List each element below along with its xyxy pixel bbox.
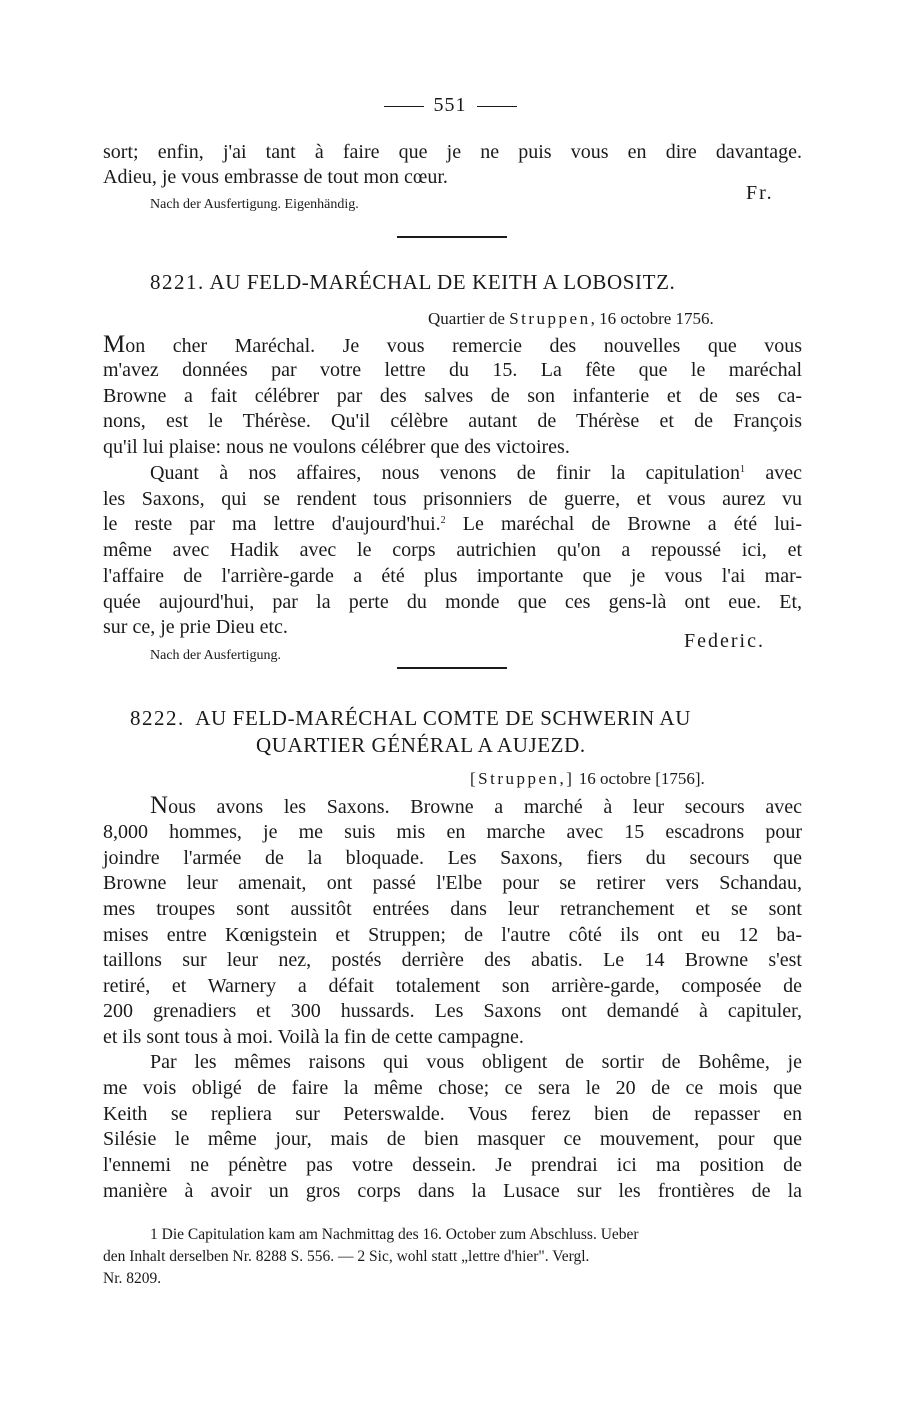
text-span: Le maréchal de Browne a été lui- (445, 513, 802, 535)
text-span: Quant à nos affaires, nous venons de finir la capitulation (150, 462, 740, 484)
initial-letter: N (150, 792, 169, 819)
carryover-note: Nach der Ausfertigung. Eigenhändig. (150, 197, 359, 212)
footnote-line-1: 1 Die Capitulation kam am Nachmittag des 16. October zum Abschluss. Ueber (150, 1226, 639, 1243)
letter-8221-dateline (428, 306, 714, 332)
letter-8222-line-4: Browne leur amenait, ont passé l'Elbe pour se retirer vers Schandau, (103, 872, 802, 894)
text-span: ous avons les Saxons. Browne a marché à leur secours avec (168, 796, 802, 818)
letter-8222-p2-line-6: manière à avoir un gros corps dans la Lusace sur les frontières de la (103, 1180, 802, 1202)
dateline-place: [Struppen,] (470, 769, 575, 788)
initial-letter: M (103, 331, 126, 358)
letter-8221-p2-line-5: l'affaire de l'arrière-garde a été plus importante que je vous l'ai mar- (103, 565, 802, 587)
letter-8221-p2-line-7: sur ce, je prie Dieu etc. (103, 616, 288, 638)
letter-8221-heading (150, 268, 675, 296)
letter-8221-p2-line-6: quée aujourd'hui, par la perte du monde que ces gens-là ont eue. Et, (103, 591, 802, 613)
dateline-prefix: Quartier de (428, 309, 510, 328)
dateline-date: , 16 octobre 1756. (590, 309, 714, 328)
letter-8222-dateline (470, 766, 705, 792)
letter-8222-p2-line-4: Silésie le même jour, mais de bien masquer ce mouvement, pour que (103, 1128, 802, 1150)
letter-title: AU FELD-MARÉCHAL DE KEITH A LOBOSITZ. (209, 270, 676, 294)
letter-8221-note: Nach der Ausfertigung. (150, 648, 282, 663)
letter-8221-p2-line-4: même avec Hadik avec le corps autrichien qu'on a repoussé ici, et (103, 539, 802, 561)
footnote-marker: 2 (440, 515, 446, 526)
letter-8221-p2-line-3 (103, 511, 802, 537)
text-span: le reste par ma lettre d'aujourd'hui. (103, 513, 441, 535)
text-span: avec (745, 462, 802, 484)
separator-rule-2 (397, 667, 507, 669)
letter-8222-line-2: 8,000 hommes, je me suis mis en marche avec 15 escadrons pour (103, 821, 802, 843)
letter-8222-line-5: mes troupes sont aussitôt entrées dans leur retranchement et se sont (103, 898, 802, 920)
letter-8221-line-5: qu'il lui plaise: nous ne voulons célébrer que des victoires. (103, 436, 570, 458)
letter-title-line-1: AU FELD-MARÉCHAL COMTE DE SCHWERIN AU (195, 706, 691, 730)
page-number: 551 (433, 94, 467, 116)
footnote-line-2: den Inhalt derselben Nr. 8288 S. 556. — 2 Sic, wohl statt „lettre d'hier". Vergl. (103, 1248, 590, 1265)
letter-8221-line-2: m'avez données par votre lettre du 15. La fête que le maréchal (103, 359, 802, 381)
letter-number: 8222. (130, 706, 185, 730)
right-dash (477, 106, 517, 107)
letter-8222-heading-line-2: QUARTIER GÉNÉRAL A AUJEZD. (256, 733, 586, 757)
letter-8222-line-7: taillons sur leur nez, postés derrière des abatis. Le 14 Browne s'est (103, 949, 802, 971)
page-number-header (0, 92, 900, 118)
letter-8221-signature: Federic. (684, 630, 765, 652)
letter-8221-line-4: nons, est le Thérèse. Qu'il célèbre autant de Thérèse et de François (103, 410, 802, 432)
letter-8222-p2-line-5: l'ennemi ne pénètre pas votre dessein. Je prendrai ici ma position de (103, 1154, 802, 1176)
letter-8222-line-9: 200 grenadiers et 300 hussards. Les Saxons ont demandé à capituler, (103, 1000, 802, 1022)
letter-8221-p2-line-2: les Saxons, qui se rendent tous prisonniers de guerre, et vous aurez vu (103, 488, 802, 510)
letter-8221-p2-line-1 (150, 460, 802, 486)
dateline-place: Struppen (509, 309, 591, 328)
carryover-signature: Fr. (746, 182, 774, 204)
separator-rule-1 (397, 236, 507, 238)
letter-8222-heading-line-1 (130, 704, 691, 732)
carryover-line-1: sort; enfin, j'ai tant à faire que je ne puis vous en dire davantage. (103, 141, 802, 163)
footnote-line-3: Nr. 8209. (103, 1270, 162, 1287)
letter-8221-line-3: Browne a fait célébrer par des salves de son infanterie et de ses ca- (103, 385, 802, 407)
letter-8222-line-8: retiré, et Warnery a défait totalement son arrière-garde, composée de (103, 975, 802, 997)
dateline-date: 16 octobre [1756]. (574, 769, 705, 788)
letter-8222-line-3: joindre l'armée de la bloquade. Les Saxons, fiers du secours que (103, 847, 802, 869)
letter-number: 8221. (150, 270, 205, 294)
letter-8222-line-1 (150, 793, 802, 820)
carryover-line-2: Adieu, je vous embrasse de tout mon cœur. (103, 166, 448, 188)
letter-8221-line-1 (103, 332, 802, 359)
letter-8222-p2-line-1: Par les mêmes raisons qui vous obligent de sortir de Bohême, je (150, 1051, 802, 1073)
left-dash (384, 106, 424, 107)
text-span: on cher Maréchal. Je vous remercie des nouvelles que vous (125, 335, 802, 357)
letter-8222-p2-line-3: Keith se repliera sur Peterswalde. Vous ferez bien de repasser en (103, 1103, 802, 1125)
letter-8222-line-6: mises entre Kœnigstein et Struppen; de l'autre côté ils ont eu 12 ba- (103, 924, 802, 946)
letter-8222-line-10: et ils sont tous à moi. Voilà la fin de cette campagne. (103, 1026, 524, 1048)
letter-8222-p2-line-2: me vois obligé de faire la même chose; ce sera le 20 de ce mois que (103, 1077, 802, 1099)
footnote-marker: 1 (740, 464, 745, 475)
